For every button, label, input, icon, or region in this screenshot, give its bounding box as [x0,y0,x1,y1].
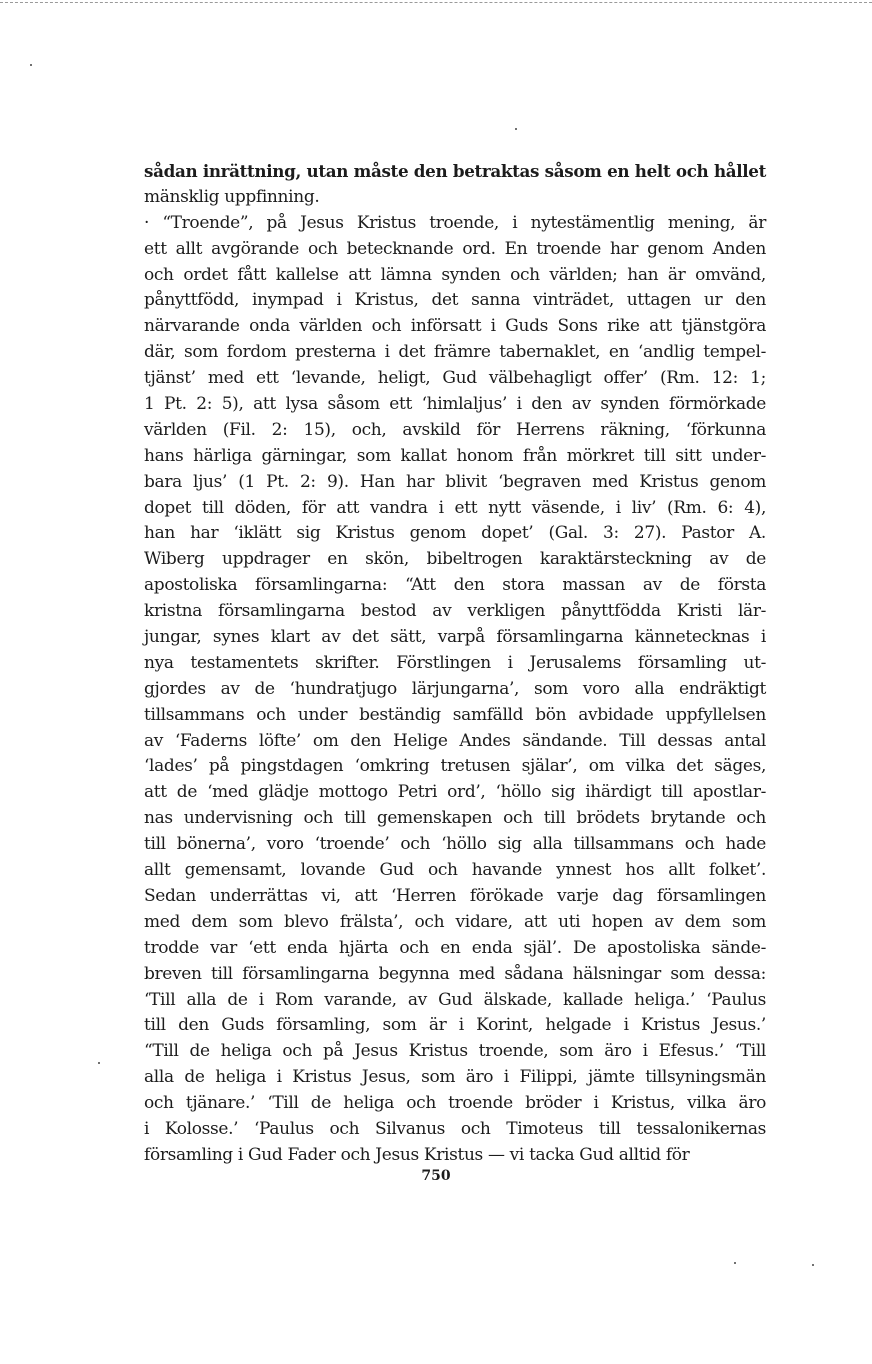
text-line: pånyttfödd, inympad i Kristus, det sanna vinträdet, uttagen ur den [144,290,766,311]
text-line: alla de heliga i Kristus Jesus, som äro i Filippi, jämte tillsyningsmän [144,1067,766,1088]
text-line: till den Guds församling, som är i Korint, helgade i Kristus Jesus.’ [144,1015,766,1036]
scan-speck [98,1062,100,1064]
text-line: ‘lades’ på pingstdagen ‘omkring tretusen själar’, om vilka det säges, [144,756,766,777]
text-line: där, som fordom presterna i det främre tabernaklet, en ‘andlig tempel- [144,342,766,363]
text-line: breven till församlingarna begynna med sådana hälsningar som dessa: [144,963,766,984]
text-line: ett allt avgörande och betecknande ord. En troende har genom Anden [144,238,766,259]
text-line: att de ‘med glädje mottogo Petri ord’, ‘höllo sig ihärdigt till apostlar- [144,782,766,803]
body-text [144,159,766,1169]
text-line: han har ‘iklätt sig Kristus genom dopet’ (Gal. 3: 27). Pastor A. [144,523,766,544]
text-line: tjänst’ med ett ‘levande, heligt, Gud välbehagligt offer’ (Rm. 12: 1; [144,368,766,389]
page-number: 750 [421,1168,451,1184]
text-line: bara ljus’ (1 Pt. 2: 9). Han har blivit ‘begraven med Kristus genom [144,471,766,492]
text-line: gjordes av de ‘hundratjugo lärjungarna’, som voro alla endräktigt [144,678,766,699]
text-line: av ‘Faderns löfte’ om den Helige Andes sändande. Till dessas antal [144,730,766,751]
text-line: församling i Gud Fader och Jesus Kristus — vi tacka Gud alltid för [144,1144,690,1165]
text-line: trodde var ‘ett enda hjärta och en enda själ’. De apostoliska sände- [144,937,766,958]
text-line: närvarande onda världen och införsatt i Guds Sons rike att tjänstgöra [144,316,766,337]
text-line: Sedan underrättas vi, att ‘Herren förökade varje dag församlingen [144,885,766,906]
text-line: mänsklig uppfinning. [144,186,320,207]
text-line: världen (Fil. 2: 15), och, avskild för Herrens räkning, ‘förkunna [144,419,766,440]
text-line: Wiberg uppdrager en skön, bibeltrogen karaktärsteckning av de [144,549,766,570]
text-line: jungar, synes klart av det sätt, varpå församlingarna kännetecknas i [144,627,766,648]
text-line: · “Troende”, på Jesus Kristus troende, i nytestämentlig mening, är [144,212,766,233]
text-line: apostoliska församlingarna: “Att den stora massan av de första [144,575,766,596]
scan-speck [734,1262,736,1264]
text-line: 1 Pt. 2: 5), att lysa såsom ett ‘himlaljus’ i den av synden förmörkade [144,394,766,415]
scan-speck [812,1264,814,1266]
text-line: med dem som blevo frälsta’, och vidare, att uti hopen av dem som [144,911,766,932]
text-line: tillsammans och under beständig samfälld bön avbidade uppfyllelsen [144,704,766,725]
text-line: allt gemensamt, lovande Gud och havande ynnest hos allt folket’. [144,860,766,881]
text-line: “Till de heliga och på Jesus Kristus troende, som äro i Efesus.’ ‘Till [144,1041,766,1062]
text-line: hans härliga gärningar, som kallat honom från mörkret till sitt under- [144,445,766,466]
text-line: sådan inrättning, utan måste den betraktas såsom en helt och hållet [144,161,766,181]
text-line: i Kolosse.’ ‘Paulus och Silvanus och Timoteus till tessalonikernas [144,1118,766,1139]
text-line: nas undervisning och till gemenskapen och till brödets brytande och [144,808,766,829]
text-line: kristna församlingarna bestod av verkligen pånyttfödda Kristi lär- [144,601,766,622]
text-line: och ordet fått kallelse att lämna synden och världen; han är omvänd, [144,264,766,285]
top-edge-rule [0,2,872,3]
text-line: ‘Till alla de i Rom varande, av Gud älskade, kallade heliga.’ ‘Paulus [144,989,766,1010]
text-line: och tjänare.’ ‘Till de heliga och troende bröder i Kristus, vilka äro [144,1093,766,1114]
scan-speck [30,64,32,66]
text-line: nya testamentets skrifter. Förstlingen i Jerusalems församling ut- [144,652,766,673]
text-line: dopet till döden, för att vandra i ett nytt väsende, i liv’ (Rm. 6: 4), [144,497,766,518]
text-line: till bönerna’, voro ‘troende’ och ‘höllo sig alla tillsammans och hade [144,834,766,855]
scan-speck [515,128,517,130]
